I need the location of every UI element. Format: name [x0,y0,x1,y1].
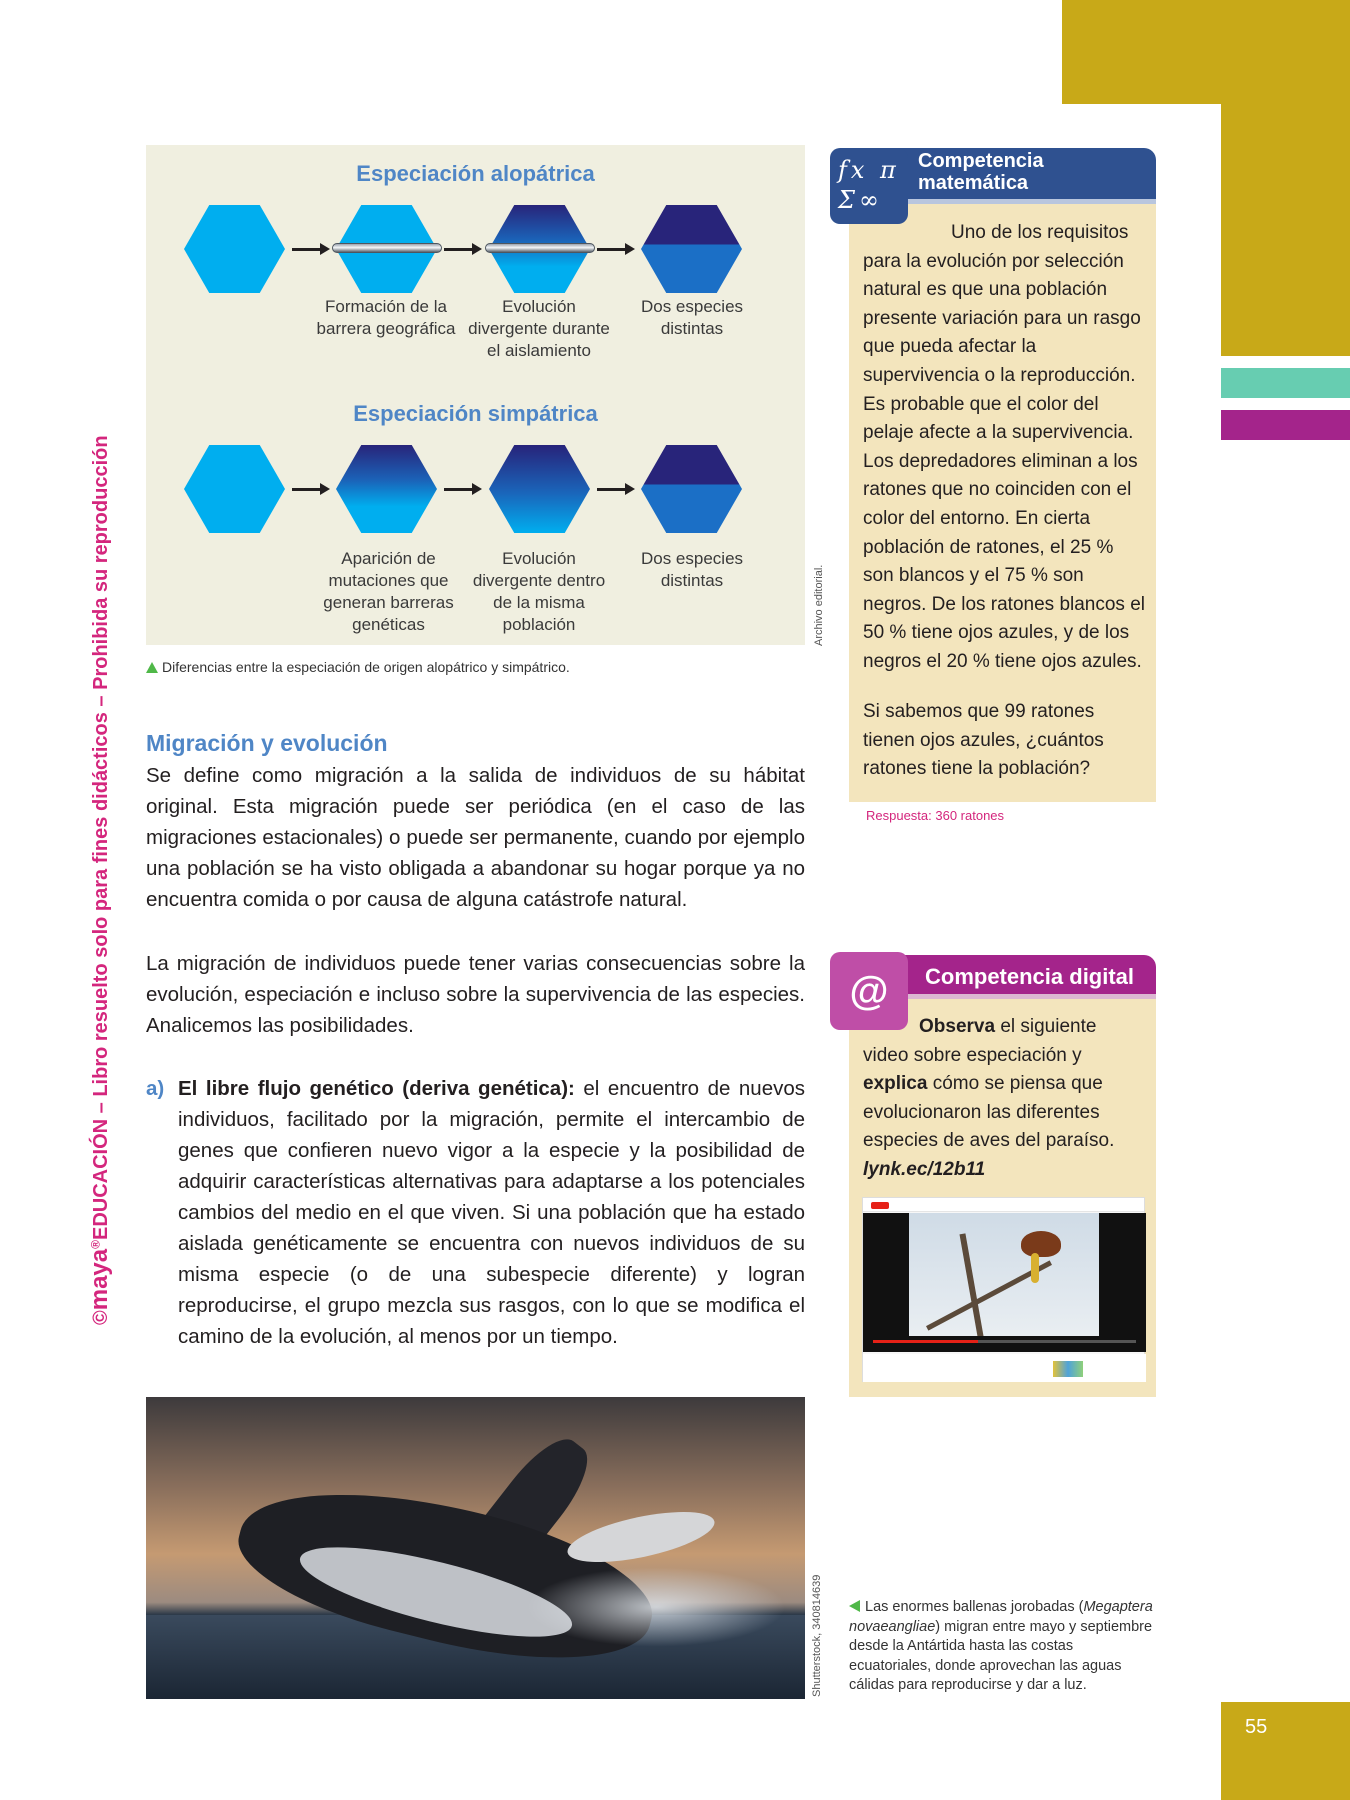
arrow-icon [597,488,627,491]
list-item-text: el encuentro de nuevos individuos, facilitado por la migración, permite el intercambio de genes que confieren nuevo vigor a la especie y la posibilidad de adquirir características alternativas para adaptarse a los potenciales cambios del medio en el que viven. Si una población que ha estado aislada genéticamente se encuentra con nuevos individuos de su misma especie (o de una subespecie diferente) y logran reproducirse, el grupo mezcla sus rasgos, con lo que se modifica el camino de la evolución, al menos por un tiempo. [178,1077,805,1348]
registered-mark: ® [88,1240,103,1249]
copyright-note [86,435,114,1325]
math-question: Si sabemos que 99 ratones tienen ojos azules, ¿cuántos ratones tiene la población? [863,701,1104,780]
speciation-diagram [146,145,805,645]
caption-species: Megaptera novaeangliae [849,1599,1153,1635]
geographic-barrier [332,243,442,253]
task-verb-observe: Observa [919,1016,996,1037]
video-logo-icon [871,1202,889,1209]
allopatric-two-species-hexagon [641,205,742,293]
math-competence-title: Competencia matemática [918,150,1044,194]
math-answer: Respuesta: 360 ratones [866,808,1005,823]
photo-caption [849,1598,1159,1696]
sympatric-title: Especiación simpátrica [353,401,598,426]
decorative-band-side [1221,104,1350,356]
task-text-2: cómo se piensa que evolucionaron las diferentes especies de aves del paraíso. [863,1073,1115,1152]
arrow-icon [292,248,322,251]
list-item-body [178,1073,805,1352]
video-player[interactable] [863,1213,1146,1352]
video-progress-bar[interactable] [873,1340,1136,1343]
diagram-caption [146,659,570,675]
list-item-letter: a) [146,1077,165,1100]
math-problem-text [863,219,1146,677]
caption-text-pre: Las enormes ballenas jorobadas ( [865,1599,1084,1615]
sympatric-mutation-hexagon [336,445,437,533]
geographic-barrier [485,243,595,253]
arrow-icon [292,488,322,491]
at-sign-icon: @ [830,952,908,1030]
task-verb-explain: explica [863,1073,928,1095]
allopatric-population-hexagon [184,205,285,293]
video-site-header [863,1198,1144,1212]
sympatric-population-hexagon [184,445,285,533]
allopatric-title: Especiación alopátrica [356,161,595,186]
page-number-box [1221,1702,1350,1800]
arrow-icon [444,488,474,491]
photo-credit: Shutterstock, 340814639 [811,1574,823,1697]
digital-task-text [863,1013,1146,1185]
sympatric-label-3: Dos especies distintas [640,549,744,590]
triangle-up-icon [146,662,158,673]
sympatric-two-species-hexagon [641,445,742,533]
triangle-left-icon [849,1600,860,1612]
sympatric-divergence-hexagon [489,445,590,533]
video-info-area [863,1354,1146,1382]
bird-of-paradise-image [909,1213,1099,1336]
decorative-band-top [1062,0,1350,104]
video-link[interactable]: lynk.ec/12b11 [863,1158,986,1180]
allopatric-label-3: Dos especies distintas [640,297,744,338]
list-item-a [146,1073,805,1352]
section-tab-teal [1221,368,1350,398]
math-symbols-icon: fx π Σ∞ [830,148,908,224]
page-number: 55 [1245,1716,1268,1738]
allopatric-label-1: Formación de la barrera geográfica [316,297,456,338]
diagram-caption-text: Diferencias entre la especiación de origen alopátrico y simpátrico. [162,659,570,675]
math-problem-body: Uno de los requisitos para la evolución por selección natural es que una población presente variación para un rasgo que pueda afectar la supervivencia o la reproducción. Es probable que el color del pelaje afecte a la supervivencia. Los depredadores eliminan a los ratones que no coinciden con el color del entorno. En cierta población de ratones, el 25 % son blancos y el 75 % son negros. De los ratones blancos el 50 % tiene ojos azules, y de los negros el 20 % tiene ojos azules. [863,222,1145,672]
paragraph-migration: Se define como migración a la salida de individuos de su hábitat original. Esta migración puede ser periódica (en el caso de las migraciones estacionales) o puede ser permanente, cuando por ejemplo una población se ha visto obligada a abandonar su hogar porque ya no encuentra comida o por causa de alguna catástrofe natural. [146,764,805,911]
digital-competence-title: Competencia digital [925,964,1135,989]
sympatric-label-2: Evolución divergente dentro de la misma población [472,549,606,634]
video-thumbnail[interactable] [862,1197,1145,1382]
section-heading: Migración y evolución [146,730,388,756]
arrow-icon [597,248,627,251]
section-tab-magenta [1221,410,1350,440]
caption-text-post: ) migran entre mayo y septiembre desde la Antártida hasta las costas ecuatoriales, donde aprovechan las aguas cálidas para reproducirse y dar a luz. [849,1618,1153,1693]
task-text-1: el siguiente video sobre especiación y [863,1016,1097,1066]
paragraph-consequences: La migración de individuos puede tener varias consecuencias sobre la evolución, especiación e incluso sobre la supervivencia de las especies. Analicemos las posibilidades. [146,952,805,1037]
sympatric-label-1: Aparición de mutaciones que generan barreras genéticas [323,549,454,634]
diagram-credit: Archivo editorial. [813,564,825,646]
copyright-symbol: © [90,1310,112,1325]
humpback-whale-photo [146,1397,805,1699]
copyright-text: EDUCACIÓN – Libro resuelto solo para fines didácticos – Prohibida su reproducción [90,435,112,1241]
list-item-term: El libre flujo genético (deriva genética): [178,1077,575,1100]
brand-logo: maya [86,1248,113,1311]
related-videos-thumbnail[interactable] [1053,1361,1083,1377]
arrow-icon [444,248,474,251]
allopatric-label-2: Evolución divergente durante el aislamiento [468,297,610,360]
